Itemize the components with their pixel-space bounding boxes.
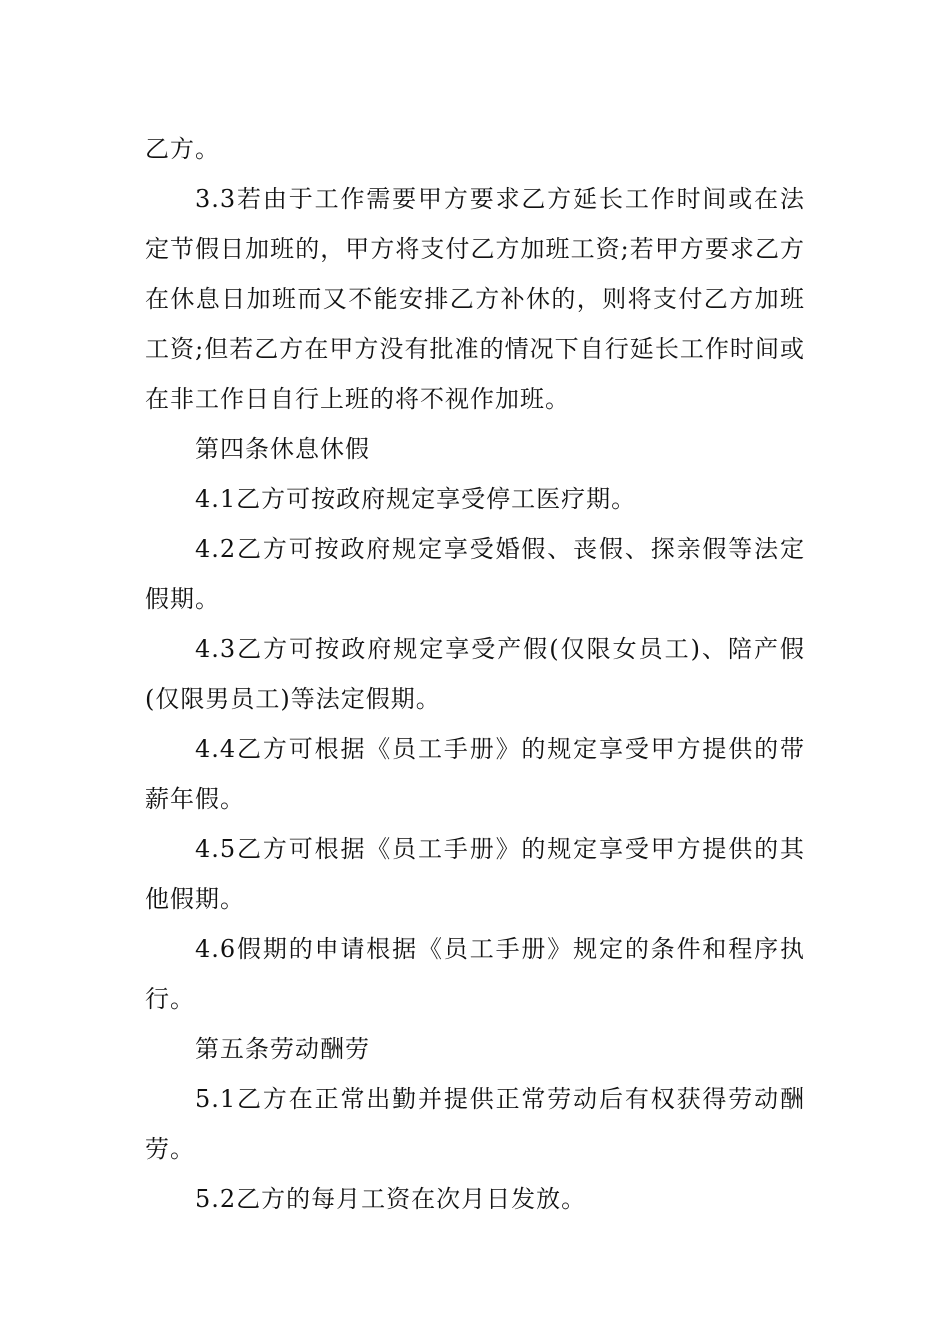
paragraph-4-4: 4.4乙方可根据《员工手册》的规定享受甲方提供的带薪年假。 (145, 735, 805, 813)
paragraph-4-3: 4.3乙方可按政府规定享受产假(仅限女员工)、陪产假(仅限男员工)等法定假期。 (145, 635, 805, 713)
section-heading-article-4: 第四条休息休假 (195, 435, 370, 463)
paragraph-continuation: 乙方。 (145, 135, 220, 163)
paragraph-4-6: 4.6假期的申请根据《员工手册》规定的条件和程序执行。 (145, 935, 805, 1013)
paragraph-4-5: 4.5乙方可根据《员工手册》的规定享受甲方提供的其他假期。 (145, 835, 805, 913)
paragraph-3-3: 3.3若由于工作需要甲方要求乙方延长工作时间或在法定节假日加班的，甲方将支付乙方加班工资;若甲方要求乙方在休息日加班而又不能安排乙方补休的，则将支付乙方加班工资;但若乙方在甲方没有批准的情况下自行延长工作时间或在非工作日自行上班的将不视作加班。 (145, 185, 805, 413)
document-body (145, 124, 805, 1224)
paragraph-5-1: 5.1乙方在正常出勤并提供正常劳动后有权获得劳动酬劳。 (145, 1085, 805, 1163)
paragraph-4-2: 4.2乙方可按政府规定享受婚假、丧假、探亲假等法定假期。 (145, 535, 805, 613)
section-heading-article-5: 第五条劳动酬劳 (195, 1035, 370, 1063)
paragraph-5-2: 5.2乙方的每月工资在次月日发放。 (195, 1185, 587, 1213)
paragraph-4-1: 4.1乙方可按政府规定享受停工医疗期。 (195, 485, 637, 513)
